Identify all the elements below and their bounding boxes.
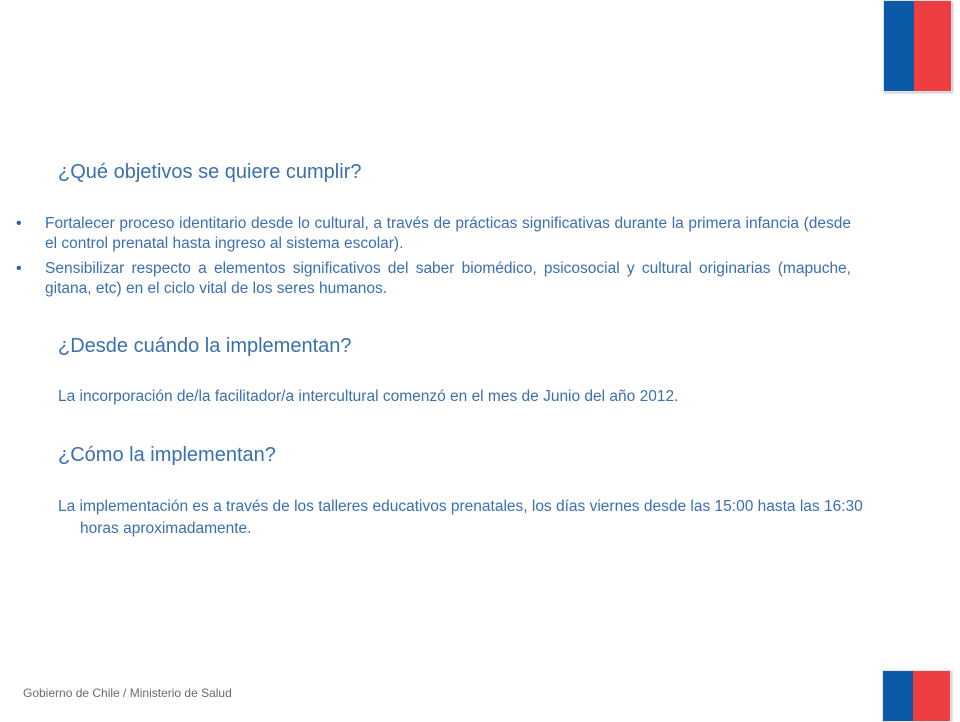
objective-text: Fortalecer proceso identitario desde lo cultural, a través de prácticas significativas durante la primera infancia (desde el control prenatal hasta ingreso al sistema escolar). [45, 215, 851, 252]
flag-red-band [914, 1, 951, 91]
list-item [16, 259, 851, 299]
flag-blue-band [884, 1, 914, 91]
since-when-text: La incorporación de/la facilitador/a intercultural comenzó en el mes de Junio del año 2012. [58, 388, 679, 405]
flag-red-band [913, 671, 950, 721]
flag-blue-band [883, 671, 913, 721]
objective-text: Sensibilizar respecto a elementos significativos del saber biomédico, psicosocial y cultural originarias (mapuche, gitana, etc) en el ciclo vital de los seres humanos. [45, 260, 851, 297]
chile-flag-top [883, 0, 952, 92]
how-text: La implementación es a través de los talleres educativos prenatales, los días viernes desde las 15:00 hasta las 16:30 horas aproximadamente. [58, 498, 863, 537]
objectives-list [16, 214, 851, 304]
bullet-icon: • [16, 215, 22, 232]
since-when-heading: ¿Desde cuándo la implementan? [58, 335, 352, 357]
objectives-heading: ¿Qué objetivos se quiere cumplir? [58, 161, 362, 183]
how-heading: ¿Cómo la implementan? [58, 444, 276, 466]
list-item [16, 214, 851, 254]
chile-flag-bottom [882, 670, 951, 722]
footer-credit: Gobierno de Chile / Ministerio de Salud [23, 686, 232, 700]
bullet-icon: • [16, 260, 22, 277]
